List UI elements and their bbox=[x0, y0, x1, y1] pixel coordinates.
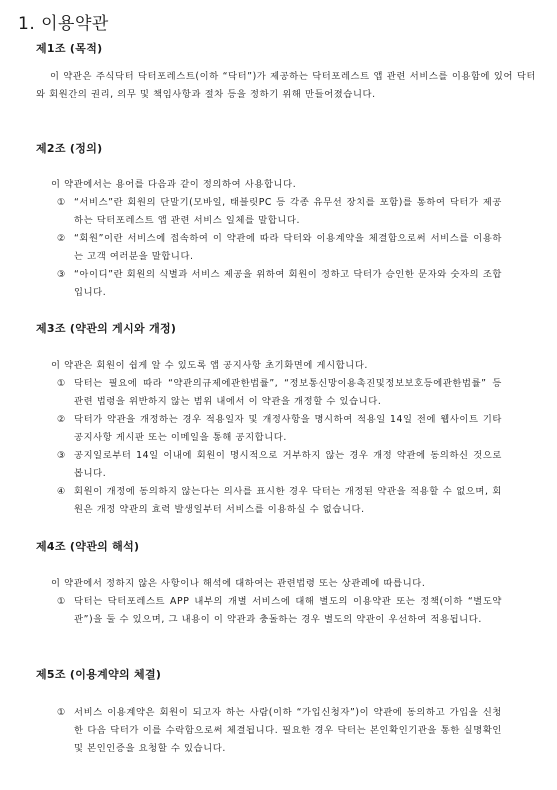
article-1-text: 이 약관은 주식닥터 닥터포레스트(이하 “닥터”)가 제공하는 닥터포레스트 앱 관련 서비스를 이용함에 있어 닥터와 회원간의 권리, 의무 및 책임사항과 절차 등을 정하기 위해 만들어졌습니다. bbox=[36, 71, 536, 100]
article-3-item-4: 회원이 개정에 동의하지 않는다는 의사를 표시한 경우 닥터는 개정된 약관을 적용할 수 없으며, 회원은 개정 약관의 효력 발생일부터 서비스를 이용하실 수 없습니다. bbox=[74, 486, 502, 515]
article-1-heading: 제1조 (목적) bbox=[36, 42, 103, 55]
article-2-item-2-number: ② bbox=[57, 233, 66, 244]
article-5-item-1: 서비스 이용계약은 회원이 되고자 하는 사람(이하 “가입신청자”)이 약관에 동의하고 가입을 신청한 다음 닥터가 이를 수락함으로써 체결됩니다. 필요한 경우 닥터는 본인확인기관을 통한 실명확인 및 본인인증을 요청할 수 있습니다. bbox=[74, 707, 502, 754]
article-4-heading: 제4조 (약관의 해석) bbox=[36, 540, 140, 553]
article-4-intro: 이 약관에서 정하지 않은 사항이나 해석에 대하여는 관련법령 또는 상관례에 따릅니다. bbox=[51, 578, 426, 589]
article-2-item-1-number: ① bbox=[57, 197, 66, 208]
article-4-item-1-number: ① bbox=[57, 596, 66, 607]
article-3-intro: 이 약관은 회원이 쉽게 알 수 있도록 앱 공지사항 초기화면에 게시합니다. bbox=[51, 360, 368, 371]
article-3-item-3: 공지일로부터 14일 이내에 회원이 명시적으로 거부하지 않는 경우 개정 약관에 동의하신 것으로 봅니다. bbox=[74, 450, 502, 479]
article-3-item-4-number: ④ bbox=[57, 486, 66, 497]
article-4-item-1: 닥터는 닥터포레스트 APP 내부의 개별 서비스에 대해 별도의 이용약관 또는 정책(이하 “별도약관”)을 둘 수 있으며, 그 내용이 이 약관과 충돌하는 경우 별도의 약관이 우선하여 적용됩니다. bbox=[74, 596, 502, 625]
article-5-item-1-number: ① bbox=[57, 707, 66, 718]
article-3-item-1-number: ① bbox=[57, 378, 66, 389]
article-5-heading: 제5조 (이용계약의 체결) bbox=[36, 668, 162, 681]
article-3-item-2: 닥터가 약관을 개정하는 경우 적용일자 및 개정사항을 명시하여 적용일 14일 전에 웹사이트 기타 공지사항 게시판 또는 이메일을 통해 공지합니다. bbox=[74, 414, 502, 443]
article-3-item-1: 닥터는 필요에 따라 “약관의규제에관한법률”, “정보통신망이용촉진및정보보호등에관한법률” 등 관련 법령을 위반하지 않는 범위 내에서 이 약관을 개정할 수 있습니다. bbox=[74, 378, 502, 407]
article-2-item-3-number: ③ bbox=[57, 269, 66, 280]
article-3-heading: 제3조 (약관의 게시와 개정) bbox=[36, 322, 177, 335]
article-2-heading: 제2조 (정의) bbox=[36, 142, 103, 155]
article-2-item-3: “아이디”란 회원의 식별과 서비스 제공을 위하여 회원이 정하고 닥터가 승인한 문자와 숫자의 조합입니다. bbox=[74, 269, 502, 298]
article-3-item-3-number: ③ bbox=[57, 450, 66, 461]
article-2-intro: 이 약관에서는 용어를 다음과 같이 정의하여 사용합니다. bbox=[51, 179, 297, 190]
article-2-item-1: “서비스”란 회원의 단말기(모바일, 태블릿PC 등 각종 유무선 장치를 포함)를 통하여 닥터가 제공하는 닥터포레스트 앱 관련 서비스 일체를 말합니다. bbox=[74, 197, 502, 226]
article-2-item-2: “회원”이란 서비스에 접속하여 이 약관에 따라 닥터와 이용계약을 체결함으로써 서비스를 이용하는 고객 여러분을 말합니다. bbox=[74, 233, 502, 262]
document-title: 1. 이용약관 bbox=[18, 14, 109, 34]
article-3-item-2-number: ② bbox=[57, 414, 66, 425]
